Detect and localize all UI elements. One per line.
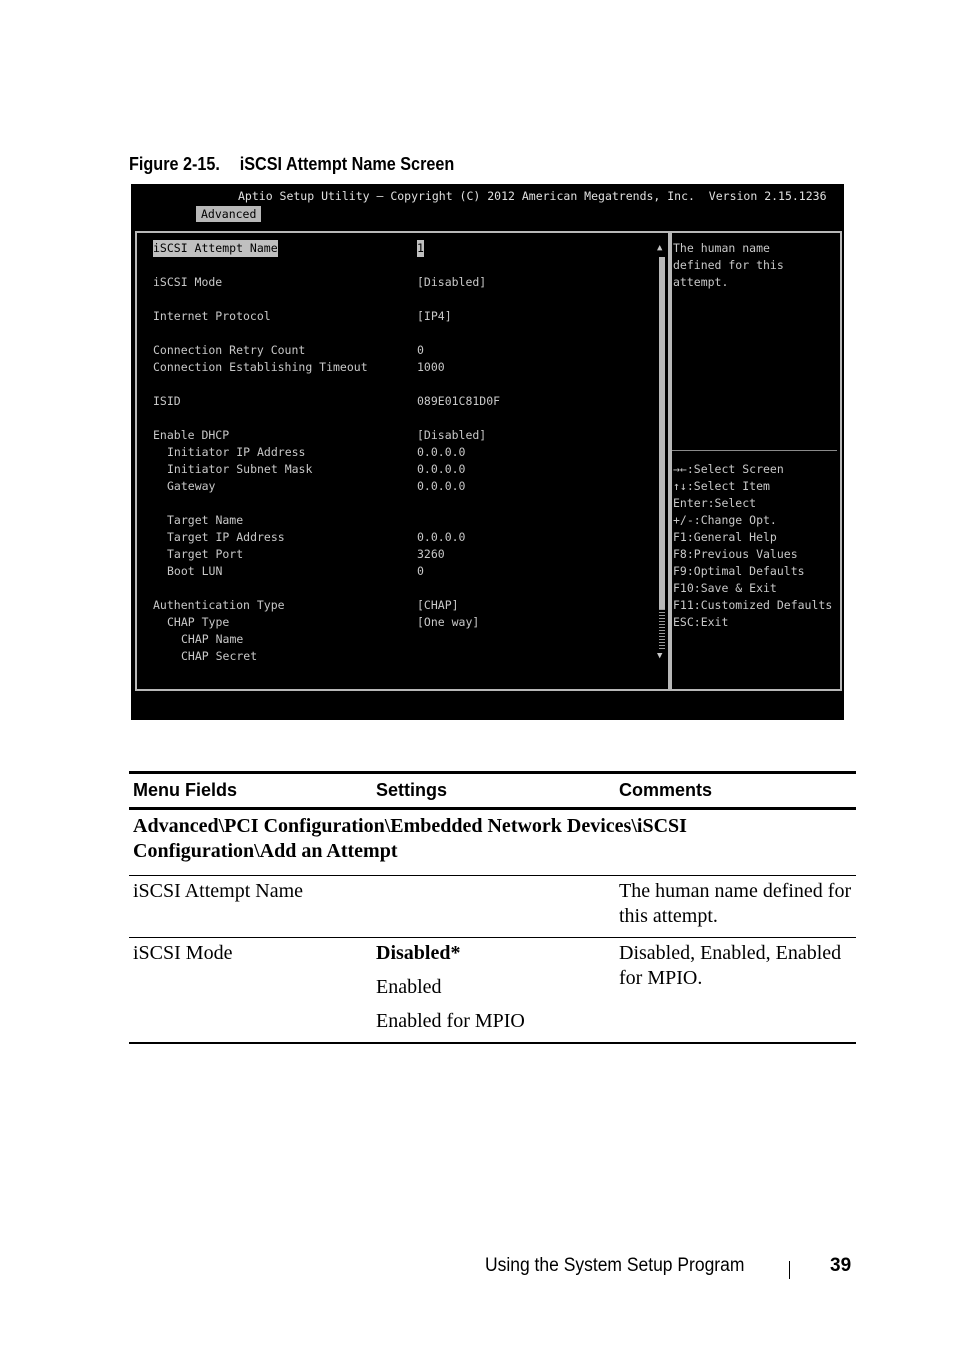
establishing-timeout-value[interactable]: 1000 xyxy=(417,360,445,374)
gateway-value[interactable]: 0.0.0.0 xyxy=(417,479,466,493)
tab-advanced[interactable]: Advanced xyxy=(196,206,261,222)
comment: The human name defined for this attempt. xyxy=(619,880,852,927)
menu-item-iscsi-mode[interactable]: iSCSI Mode xyxy=(153,275,223,289)
key-hint-f10: F10:Save & Exit xyxy=(673,581,777,595)
key-hint-select-screen: →←:Select Screen xyxy=(673,462,784,476)
enable-dhcp-value[interactable]: [Disabled] xyxy=(417,428,487,442)
chap-type-value[interactable]: [One way] xyxy=(417,615,480,629)
footer-divider xyxy=(789,1261,790,1279)
menu-item-target-name[interactable]: Target Name xyxy=(167,513,244,527)
initiator-ip-value[interactable]: 0.0.0.0 xyxy=(417,445,466,459)
menu-item-boot-lun[interactable]: Boot LUN xyxy=(167,564,223,578)
iscsi-mode-value[interactable]: [Disabled] xyxy=(417,275,487,289)
key-hint-f11: F11:Customized Defaults xyxy=(673,598,833,612)
menu-item-chap-name[interactable]: CHAP Name xyxy=(181,632,244,646)
menu-item-establishing-timeout[interactable]: Connection Establishing Timeout xyxy=(153,360,368,374)
key-hint-select-item: ↑↓:Select Item xyxy=(673,479,770,493)
boot-lun-value[interactable]: 0 xyxy=(417,564,424,578)
help-text-line: attempt. xyxy=(673,275,729,289)
table-header xyxy=(129,774,856,810)
scrollbar-thumb[interactable] xyxy=(659,257,665,609)
settings-cell xyxy=(372,941,615,1034)
section-path: Advanced\PCI Configuration\Embedded Network Devices\iSCSI Configuration\Add an Attempt xyxy=(129,810,856,876)
menu-field: iSCSI Attempt Name xyxy=(133,880,303,902)
scrollbar-track[interactable] xyxy=(659,609,665,649)
menu-item-internet-protocol[interactable]: Internet Protocol xyxy=(153,309,271,323)
bios-title: Aptio Setup Utility – Copyright (C) 2012 American Megatrends, Inc. Version 2.15.1236 xyxy=(238,189,827,203)
help-text-line: The human name xyxy=(673,241,770,255)
help-separator xyxy=(672,450,837,451)
table-row xyxy=(129,876,856,938)
setting-option: Enabled for MPIO xyxy=(376,1010,525,1032)
menu-item-retry-count[interactable]: Connection Retry Count xyxy=(153,343,306,357)
menu-item-initiator-subnet[interactable]: Initiator Subnet Mask xyxy=(167,462,313,476)
target-port-value[interactable]: 3260 xyxy=(417,547,445,561)
key-hint-change-opt: +/-:Change Opt. xyxy=(673,513,777,527)
key-hint-f8: F8:Previous Values xyxy=(673,547,798,561)
help-text-line: defined for this xyxy=(673,258,784,272)
menu-item-auth-type[interactable]: Authentication Type xyxy=(153,598,285,612)
menu-item-chap-type[interactable]: CHAP Type xyxy=(167,615,230,629)
footer-text: Using the System Setup Program xyxy=(485,1255,745,1276)
comment: Disabled, Enabled, Enabled for MPIO. xyxy=(619,942,842,989)
figure-number: Figure 2-15. xyxy=(129,154,220,174)
scroll-down-icon[interactable]: ▼ xyxy=(657,651,663,661)
menu-item-isid[interactable]: ISID xyxy=(153,394,181,408)
setting-option-default: Disabled* xyxy=(376,942,461,964)
isid-value[interactable]: 089E01C81D0F xyxy=(417,394,501,408)
figure-title: iSCSI Attempt Name Screen xyxy=(239,154,455,174)
page-number: 39 xyxy=(830,1255,852,1276)
key-hint-f9: F9:Optimal Defaults xyxy=(673,564,805,578)
menu-item-attempt-name[interactable]: iSCSI Attempt Name xyxy=(153,241,278,255)
bios-screenshot xyxy=(131,184,844,720)
auth-type-value[interactable]: [CHAP] xyxy=(417,598,459,612)
settings-table xyxy=(129,771,856,1044)
table-row xyxy=(129,938,856,1042)
header-settings: Settings xyxy=(376,780,448,800)
key-hint-enter: Enter:Select xyxy=(673,496,757,510)
retry-count-value[interactable]: 0 xyxy=(417,343,424,357)
menu-item-enable-dhcp[interactable]: Enable DHCP xyxy=(153,428,230,442)
header-comments: Comments xyxy=(619,780,713,800)
target-ip-value[interactable]: 0.0.0.0 xyxy=(417,530,466,544)
key-hint-f1: F1:General Help xyxy=(673,530,777,544)
menu-item-initiator-ip[interactable]: Initiator IP Address xyxy=(167,445,306,459)
figure-caption xyxy=(129,154,454,175)
setting-option: Enabled xyxy=(376,976,442,998)
header-menu-fields: Menu Fields xyxy=(133,780,238,800)
menu-field: iSCSI Mode xyxy=(133,942,233,964)
menu-item-target-ip[interactable]: Target IP Address xyxy=(167,530,285,544)
scroll-up-icon[interactable]: ▲ xyxy=(657,243,663,253)
internet-protocol-value[interactable]: [IP4] xyxy=(417,309,452,323)
initiator-subnet-value[interactable]: 0.0.0.0 xyxy=(417,462,466,476)
key-hint-esc: ESC:Exit xyxy=(673,615,729,629)
settings-cell xyxy=(372,879,615,929)
menu-item-target-port[interactable]: Target Port xyxy=(167,547,244,561)
attempt-name-value[interactable]: 1 xyxy=(417,241,424,255)
menu-item-gateway[interactable]: Gateway xyxy=(167,479,216,493)
menu-item-chap-secret[interactable]: CHAP Secret xyxy=(181,649,258,663)
